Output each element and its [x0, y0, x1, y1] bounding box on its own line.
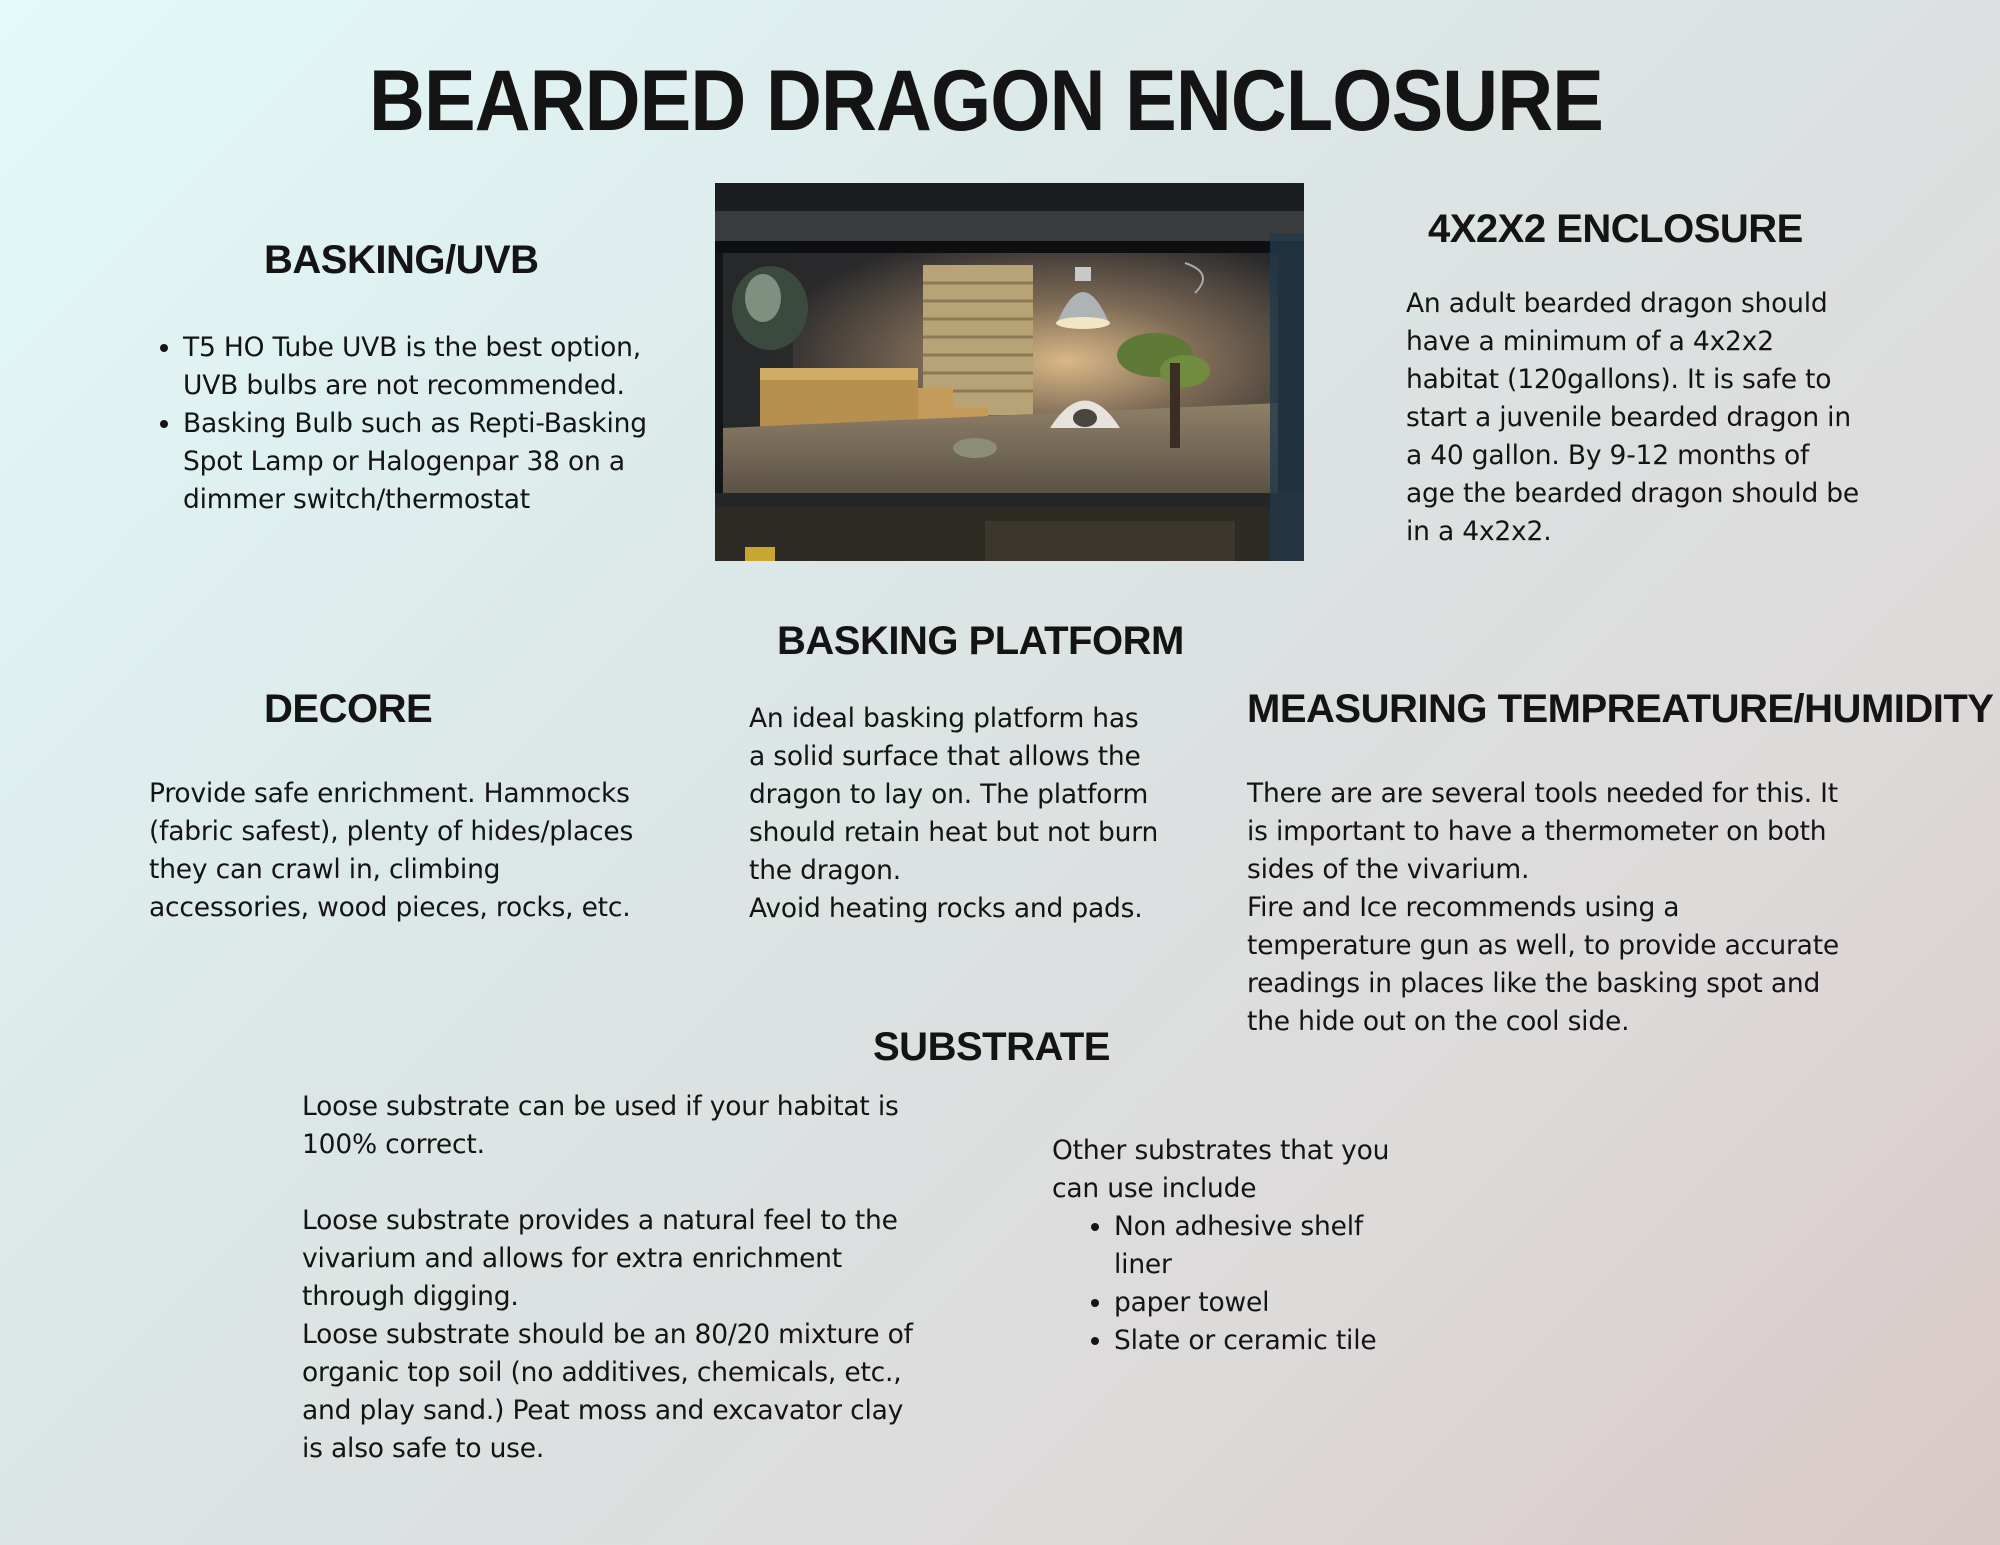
- substrate-list: [1052, 1208, 1397, 1360]
- list-item: • Slate or ceramic tile: [1114, 1322, 1397, 1360]
- enclosure-size-heading: 4X2X2 ENCLOSURE: [1428, 207, 1803, 251]
- basking-platform-text: An ideal basking platform has a solid surface that allows the dragon to lay on. The platform should retain heat but not burn the dragon.: [749, 703, 1159, 886]
- decore-text: Provide safe enrichment. Hammocks (fabric safest), plenty of hides/places they can crawl in, climbing accessories, wood pieces, rocks, etc.: [149, 778, 634, 923]
- enclosure-size-text: An adult bearded dragon should have a minimum of a 4x2x2 habitat (120gallons). It is safe to start a juvenile bearded dragon in a 40 gallon. By 9-12 months of age the bearded dragon should be in a 4x2x2.: [1406, 288, 1860, 547]
- substrate-left-body: [302, 1088, 922, 1468]
- list-item: • paper towel: [1114, 1284, 1397, 1322]
- substrate-heading: SUBSTRATE: [873, 1025, 1110, 1069]
- decore-heading: DECORE: [264, 687, 433, 731]
- basking-platform-body: [749, 700, 1161, 928]
- page-title: BEARDED DRAGON ENCLOSURE: [368, 53, 1604, 149]
- basking-uvb-heading: BASKING/UVB: [264, 238, 539, 282]
- list-item: • Basking Bulb such as Repti-Basking Spot Lamp or Halogenpar 38 on a dimmer switch/thermostat: [183, 405, 659, 519]
- enclosure-photo: [715, 183, 1304, 561]
- substrate-intro: Other substrates that you can use include: [1052, 1135, 1390, 1204]
- basking-uvb-body: [149, 329, 659, 519]
- measuring-text: There are are several tools needed for this. It is important to have a thermometer on both sides of the vivarium.: [1247, 778, 1838, 885]
- basking-platform-heading: BASKING PLATFORM: [777, 619, 1184, 663]
- basking-uvb-list: [149, 329, 659, 519]
- measuring-heading: MEASURING TEMPREATURE/HUMIDITY: [1247, 687, 1994, 731]
- basking-platform-note: Avoid heating rocks and pads.: [749, 893, 1143, 924]
- substrate-paragraph: Loose substrate should be an 80/20 mixture of organic top soil (no additives, chemicals, etc., and play sand.) Peat moss and excavator clay is also safe to use.: [302, 1319, 913, 1464]
- substrate-paragraph: Loose substrate provides a natural feel to the vivarium and allows for extra enrichment through digging.: [302, 1205, 898, 1312]
- measuring-body: [1247, 775, 1847, 1041]
- substrate-right-body: [1052, 1132, 1397, 1360]
- list-item: • T5 HO Tube UVB is the best option, UVB bulbs are not recommended.: [183, 329, 659, 405]
- measuring-note: Fire and Ice recommends using a temperature gun as well, to provide accurate readings in places like the basking spot and the hide out on the cool side.: [1247, 892, 1840, 1037]
- list-item: • Non adhesive shelf liner: [1114, 1208, 1397, 1284]
- substrate-paragraph: Loose substrate can be used if your habitat is 100% correct.: [302, 1091, 899, 1160]
